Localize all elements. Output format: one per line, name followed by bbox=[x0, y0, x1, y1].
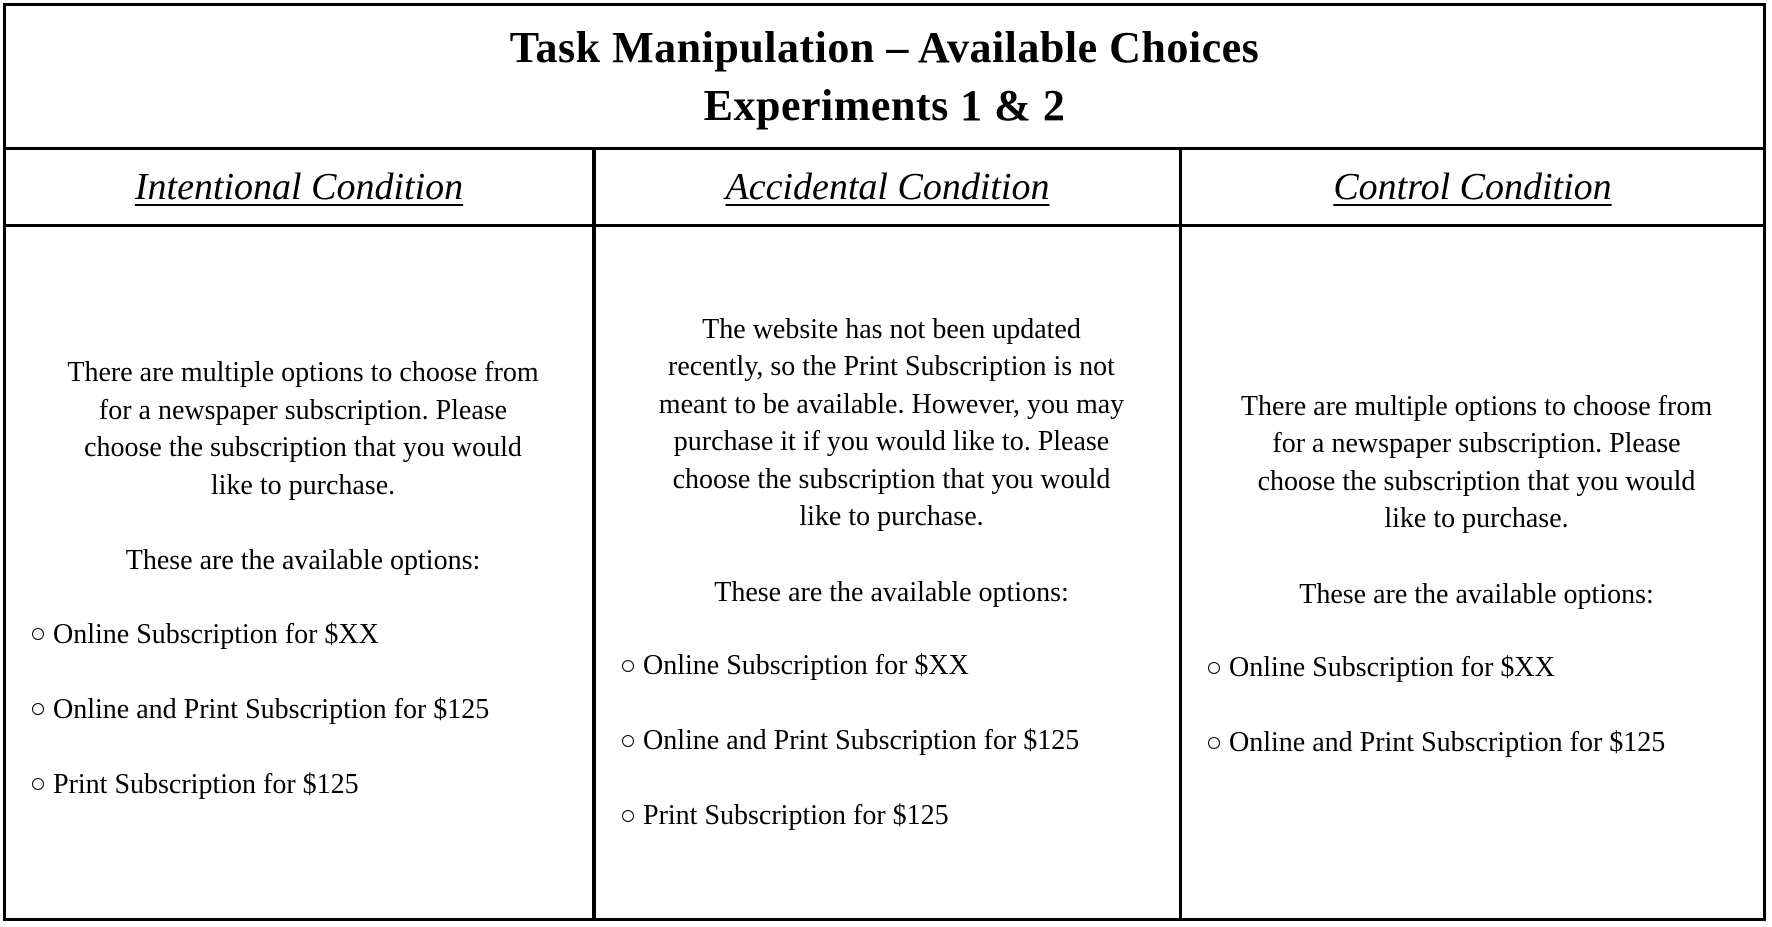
option-label: Online Subscription for $XX bbox=[643, 650, 969, 681]
option-label: Print Subscription for $125 bbox=[53, 768, 359, 800]
paragraph-line: for a newspaper subscription. Please bbox=[98, 394, 508, 426]
title-line-1: Task Manipulation – Available Choices bbox=[509, 22, 1260, 72]
control-condition-column bbox=[1182, 150, 1763, 918]
options-list bbox=[32, 616, 574, 804]
option-label: Online Subscription for $XX bbox=[53, 618, 379, 650]
figure-table bbox=[3, 3, 1766, 921]
paragraph-line: purchase it if you would like to. Please bbox=[673, 426, 1110, 457]
option-item bbox=[622, 722, 1161, 760]
options-list bbox=[1208, 649, 1745, 762]
column-heading bbox=[596, 150, 1179, 227]
instruction-paragraph bbox=[32, 354, 574, 504]
option-item bbox=[32, 616, 574, 654]
available-options-label: These are the available options: bbox=[714, 576, 1069, 608]
radio-circle-icon bbox=[622, 810, 634, 822]
intentional-condition-column bbox=[6, 150, 596, 918]
option-item bbox=[622, 647, 1161, 685]
radio-circle-icon bbox=[622, 735, 634, 747]
column-heading bbox=[6, 150, 592, 227]
paragraph-line: meant to be available. However, you may bbox=[658, 388, 1125, 420]
accidental-condition-column bbox=[596, 150, 1182, 918]
option-label: Online and Print Subscription for $125 bbox=[53, 693, 490, 725]
option-label: Online and Print Subscription for $125 bbox=[643, 725, 1080, 756]
control-condition-heading: Control Condition bbox=[1333, 166, 1612, 208]
option-label: Print Subscription for $125 bbox=[643, 800, 949, 831]
paragraph-line: choose the subscription that you would bbox=[672, 463, 1111, 495]
condition-columns bbox=[6, 150, 1763, 918]
available-options-label: These are the available options: bbox=[125, 545, 481, 576]
paragraph-line: like to purchase. bbox=[210, 469, 396, 501]
option-label: Online and Print Subscription for $125 bbox=[1229, 727, 1666, 758]
paragraph-line: There are multiple options to choose from bbox=[67, 357, 539, 388]
option-item bbox=[622, 797, 1161, 835]
column-body bbox=[6, 227, 592, 918]
title-line-2: Experiments 1 & 2 bbox=[703, 80, 1066, 130]
instruction-paragraph bbox=[622, 311, 1161, 536]
option-item bbox=[1208, 649, 1745, 687]
paragraph-line: recently, so the Print Subscription is not bbox=[668, 351, 1115, 382]
option-label: Online Subscription for $XX bbox=[1229, 652, 1555, 683]
option-item bbox=[32, 691, 574, 729]
radio-circle-icon bbox=[1208, 737, 1220, 749]
paragraph-line: for a newspaper subscription. Please bbox=[1272, 428, 1681, 459]
radio-circle-icon bbox=[1208, 662, 1220, 674]
accidental-condition-heading: Accidental Condition bbox=[725, 166, 1050, 208]
radio-circle-icon bbox=[622, 660, 634, 672]
radio-circle-icon bbox=[32, 778, 44, 790]
options-list bbox=[622, 647, 1161, 835]
paragraph-line: The website has not been updated bbox=[702, 313, 1081, 345]
column-body bbox=[596, 227, 1179, 918]
available-options-label: These are the available options: bbox=[1299, 578, 1654, 610]
radio-circle-icon bbox=[32, 703, 44, 715]
title-row bbox=[6, 6, 1763, 150]
option-item bbox=[32, 766, 574, 804]
paragraph-line: choose the subscription that you would bbox=[1257, 465, 1696, 497]
instruction-paragraph bbox=[1208, 388, 1745, 538]
paragraph-line: There are multiple options to choose from bbox=[1240, 390, 1713, 422]
option-item bbox=[1208, 724, 1745, 762]
column-body bbox=[1182, 227, 1763, 918]
paragraph-line: choose the subscription that you would bbox=[84, 432, 522, 463]
column-heading bbox=[1182, 150, 1763, 227]
radio-circle-icon bbox=[32, 628, 44, 640]
intentional-condition-heading: Intentional Condition bbox=[134, 166, 464, 208]
paragraph-line: like to purchase. bbox=[799, 501, 984, 532]
paragraph-line: like to purchase. bbox=[1384, 503, 1569, 534]
